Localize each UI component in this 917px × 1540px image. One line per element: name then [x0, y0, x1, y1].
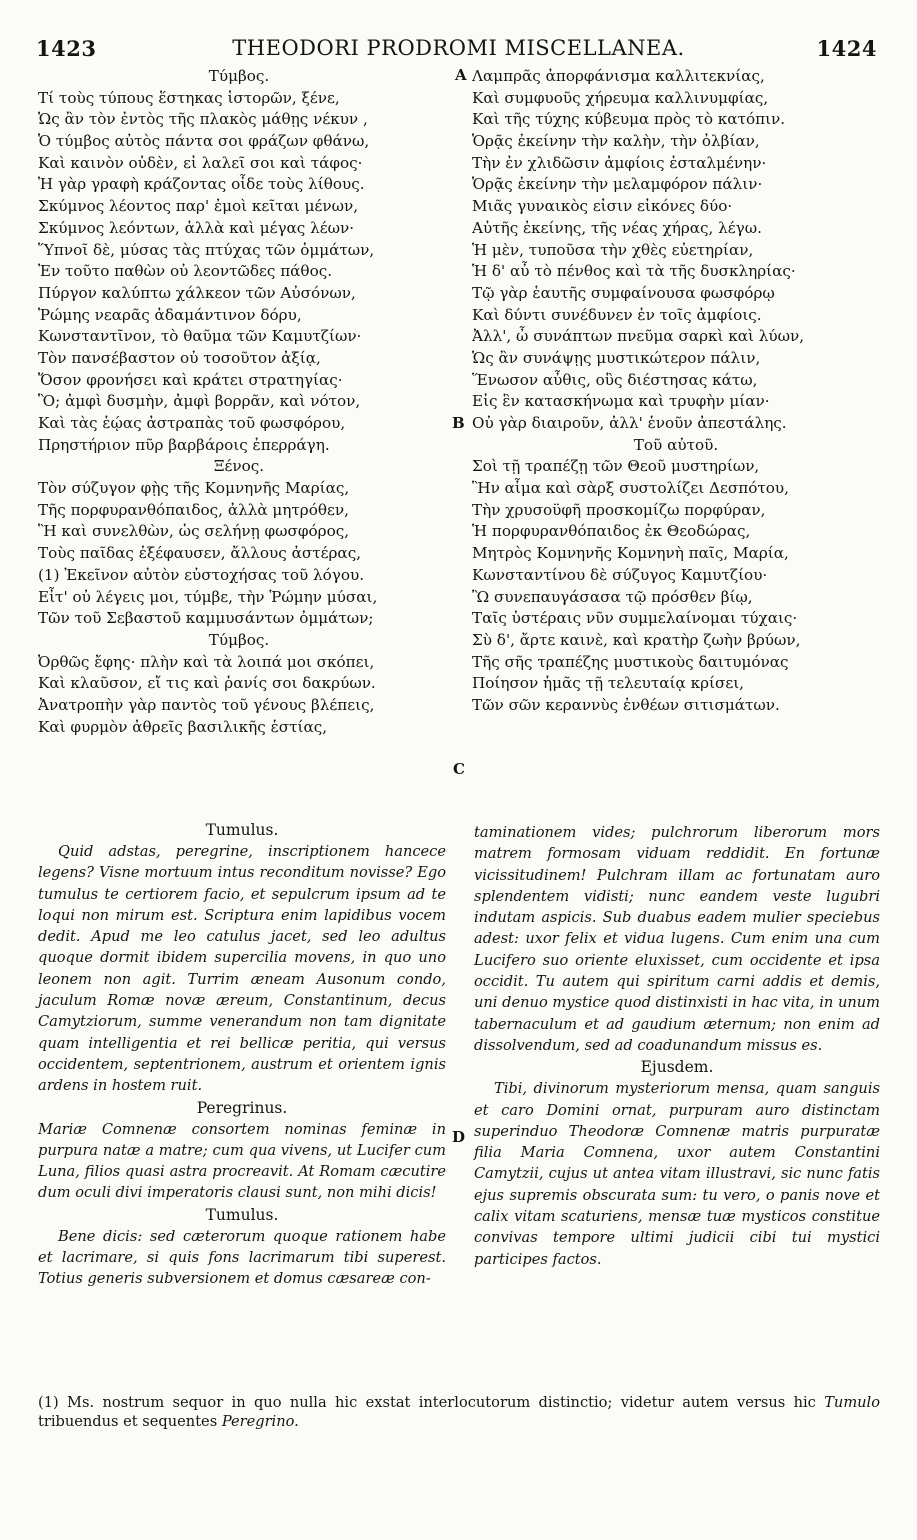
speaker-label: Τύμβος.	[208, 630, 270, 649]
verse-line: Ἡ μὲν, τυποῦσα τὴν χθὲς εὐετηρίαν,	[472, 240, 754, 259]
verse-line: Τῆς σῆς τραπέζης μυστικοὺς δαιτυμόνας	[472, 652, 789, 671]
verse-line: Σκύμνος λεόντων, ἀλλὰ καὶ μέγας λέων·	[38, 218, 355, 237]
margin-marker-b: B	[452, 414, 465, 432]
verse-line: Πρηστήριον πῦρ βαρβάροις ἐπερράγη.	[38, 435, 330, 454]
verse-line: Σοὶ τῇ τραπέζῃ τῶν Θεοῦ μυστηρίων,	[472, 457, 760, 476]
footnote-text-d: Peregrino.	[221, 1413, 299, 1430]
verse-line: Καὶ καινὸν οὐδὲν, εἰ λαλεῖ σοι καὶ τάφος·	[38, 153, 363, 172]
translation-paragraph: taminationem vides; pulchrorum liberorum mors matrem formosam viduam reddidit. En fortunæ vicissitudinem! Pulchram illam ac fortunatam auro splendentem vidisti; nunc eandem veste lugubri indutam aspicis. Sub duabus eadem mulier speciebus adest: uxor felix et vidua lugens. Cum enim una cum Lucifero suo oriente eluxisset, cum occidente et ipsa occidit. Tu autem qui spiritum carni addis et demis, uni denuo mystice quod distinxisti in hac vita, in unum tabernaculum et ad gaudium æternum; non enim ad dissolvendum, sed ad coadunandum missus es.	[474, 824, 880, 1054]
verse-line: Εἰς ἓν κατασκήνωμα καὶ τρυφὴν μίαν·	[472, 392, 770, 411]
verse-line: Ποίησον ἡμᾶς τῇ τελευταίᾳ κρίσει,	[472, 674, 744, 693]
verse-line: Κωνσταντῖνον, τὸ θαῦμα τῶν Καμυτζίων·	[38, 327, 362, 346]
verse-line: Ἕνωσον αὖθις, οὓς διέστησας κάτω,	[472, 370, 758, 389]
verse-line: Καὶ τὰς ἑῴας ἀστραπὰς τοῦ φωσφόρου,	[38, 414, 346, 432]
greek-text-right-column	[472, 66, 880, 717]
verse-line: Κωνσταντίνου δὲ σύζυγος Καμυτζίου·	[472, 565, 768, 584]
speaker-label: Ejusdem.	[640, 1058, 714, 1077]
verse-line: Λαμπρᾶς ἀπορφάνισμα καλλιτεκνίας,	[472, 67, 765, 85]
latin-translation-left-column	[38, 819, 446, 1290]
speaker-label: Ξένος.	[213, 457, 265, 476]
verse-line: Τοὺς παῖδας ἐξέφαυσεν, ἄλλους ἀστέρας,	[38, 544, 362, 563]
translation-paragraph: Tibi, divinorum mysteriorum mensa, quam sanguis et caro Domini ornat, purpuram auro distinctam superinduo Theodoræ Comnenæ matris purpuratæ filia Maria Comnena, uxor autem Constantini Camytzii, cujus ut antea vitam illustravi, sic nunc fatis ejus supremis obscurata sum: tu vero, o panis nove et calix vitam scaturiens, mensæ tuæ mysticos constitue convivas tempore ultimi judicii cibi tui mystici participes factos.	[474, 1080, 880, 1268]
verse-line: Ἡ δ' αὖ τὸ πένθος καὶ τὰ τῆς δυσκληρίας·	[472, 262, 796, 281]
verse-line: Ὁρᾷς ἐκείνην τὴν καλὴν, τὴν ὀλβίαν,	[472, 132, 760, 151]
margin-marker-c: C	[453, 760, 465, 778]
verse-line: Τῷ γὰρ ἑαυτῆς συμφαίνουσα φωσφόρῳ	[472, 283, 775, 302]
verse-line: Ἀνατροπὴν γὰρ παντὸς τοῦ γένους βλέπεις,	[38, 695, 375, 714]
greek-text-left-column	[38, 66, 440, 738]
verse-line: Ὕπνοῖ δὲ, μύσας τὰς πτύχας τῶν ὀμμάτων,	[38, 240, 375, 259]
margin-marker-d: D	[452, 1128, 466, 1146]
speaker-label: Τοῦ αὐτοῦ.	[633, 435, 719, 454]
verse-line: Μητρὸς Κομνηνῆς Κομνηνὴ παῖς, Μαρία,	[472, 544, 789, 563]
verse-line: Ὁρᾷς ἐκείνην τὴν μελαμφόρον πάλιν·	[472, 175, 763, 194]
translation-paragraph: Bene dicis: sed cæterorum quoque rationem habe et lacrimare, si quis fons lacrimarum tibi superest. Totius generis subversionem et domus cæsareæ con-	[38, 1227, 446, 1288]
verse-line: Ὅσον φρονήσει καὶ κράτει στρατηγίας·	[38, 370, 343, 389]
verse-line: Ὃ; ἀμφὶ δυσμὴν, ἀμφὶ βορρᾶν, καὶ νότον,	[38, 392, 361, 411]
speaker-label: Peregrinus.	[196, 1098, 288, 1117]
speaker-label: Tumulus.	[205, 821, 279, 839]
verse-line: Τὸν πανσέβαστον οὐ τοσοῦτον ἀξίᾳ,	[38, 348, 321, 367]
verse-line: Ὀρθῶς ἔφης· πλὴν καὶ τὰ λοιπά μοι σκόπει,	[38, 652, 375, 671]
verse-line: Τὸν σύζυγον φῂς τῆς Κομνηνῆς Μαρίας,	[38, 479, 350, 498]
verse-line: Εἶτ' οὐ λέγεις μοι, τύμβε, τὴν Ῥώμην μύσαι,	[38, 587, 378, 606]
verse-line: Ὡς ἂν τὸν ἐντὸς τῆς πλακὸς μάθῃς νέκυν ,	[38, 110, 368, 129]
footnote	[38, 1393, 880, 1431]
translation-paragraph: Quid adstas, peregrine, inscriptionem hancece legens? Visne mortuum intus reconditum novisse? Ego tumulus te certiorem facio, et sepulcrum ipsum ad te loqui non mirum est. Scriptura enim lapidibus vocem dedit. Apud me leo catulus jacet, sed leo adultus quoque dormit ibidem supercilia movens, in quo uno leonem non agit. Turrim æneam Ausonum condo, jaculum Romæ novæ æreum, Constantinum, decus Camytziorum, summe venerandum non tam dignitate quam intelligentia et rei bellicæ peritia, qui versus occidentem, septentrionem, austrum et orientem ignis ardens in hostem ruit.	[38, 843, 446, 1095]
footnote-text-c: tribuendus et sequentes	[38, 1413, 218, 1430]
speaker-label: Τύμβος.	[208, 67, 270, 85]
verse-line: Μιᾶς γυναικὸς εἰσιν εἰκόνες δύο·	[472, 197, 733, 216]
verse-line: Καὶ κλαῦσον, εἴ τις καὶ ῥανίς σοι δακρύων.	[38, 674, 376, 693]
verse-line: Οὐ γὰρ διαιροῦν, ἀλλ' ἑνοῦν ἀπεστάλης.	[472, 414, 787, 432]
margin-marker-a: A	[455, 66, 467, 84]
verse-line: (1) Ἐκεῖνον αὐτὸν εὐστοχήσας τοῦ λόγου.	[38, 565, 365, 584]
verse-line: Τῆς πορφυρανθόπαιδος, ἀλλὰ μητρόθεν,	[38, 500, 349, 519]
speaker-label: Tumulus.	[205, 1205, 279, 1224]
left-page-number: 1423	[36, 36, 97, 61]
verse-line: Τὴν χρυσοϋφῆ προσκομίζω πορφύραν,	[472, 500, 766, 519]
verse-line: Πύργον καλύπτω χάλκεον τῶν Αὐσόνων,	[38, 283, 356, 302]
latin-translation-right-column	[474, 822, 880, 1270]
verse-line: Αὐτῆς ἐκείνης, τῆς νέας χήρας, λέγω.	[472, 218, 762, 237]
verse-line: Ὡς ἂν συνάψῃς μυστικώτερον πάλιν,	[472, 348, 761, 367]
verse-line: Καὶ φυρμὸν ἀθρεῖς βασιλικῆς ἑστίας,	[38, 717, 328, 736]
verse-line: Ἣ καὶ συνελθὼν, ὡς σελήνῃ φωσφόρος,	[38, 522, 350, 541]
verse-line: Τῶν σῶν κεραννὺς ἐνθέων σιτισμάτων.	[472, 695, 780, 714]
verse-line: Ὢ συνεπαυγάσασα τῷ πρόσθεν βίῳ,	[472, 587, 753, 606]
running-title: THEODORI PRODROMI MISCELLANEA.	[232, 36, 685, 60]
verse-line: Καὶ δύντι συνέδυνεν ἐν τοῖς ἀμφίοις.	[472, 305, 762, 324]
verse-line: Ταῖς ὑστέραις νῦν συμμελαίνομαι τύχαις·	[472, 609, 798, 628]
verse-line: Ῥώμης νεαρᾶς ἀδαμάντινον δόρυ,	[38, 305, 302, 324]
footnote-text-a: (1) Ms. nostrum sequor in quo nulla hic exstat interlocutorum distinctio; videtur autem versus hic	[38, 1394, 816, 1411]
verse-line: Τί τοὺς τύπους ἕστηκας ἱστορῶν, ξένε,	[38, 88, 340, 107]
verse-line: Ἐν τοῦτο παθὼν οὐ λεοντῶδες πάθος.	[38, 262, 333, 281]
verse-line: Ἣν αἷμα καὶ σὰρξ συστολίζει Δεσπότου,	[472, 479, 789, 498]
verse-line: Ἀλλ', ὦ συνάπτων πνεῦμα σαρκὶ καὶ λύων,	[472, 327, 805, 346]
verse-line: Ἡ πορφυρανθόπαιδος ἐκ Θεοδώρας,	[472, 522, 751, 541]
verse-line: Ὁ τύμβος αὐτὸς πάντα σοι φράζων φθάνω,	[38, 132, 370, 151]
verse-line: Σκύμνος λέοντος παρ' ἐμοὶ κεῖται μένων,	[38, 197, 359, 216]
right-page-number: 1424	[816, 36, 877, 61]
translation-paragraph: Mariæ Comnenæ consortem nominas feminæ in purpura natæ a matre; cum qua vivens, ut Lucifer cum Luna, filios quasi astra procreavit. At Romam cæcutire dum oculi divi imperatoris clausi sunt, non mihi dicis!	[38, 1120, 446, 1202]
verse-line: Σὺ δ', ἄρτε καινὲ, καὶ κρατὴρ ζωὴν βρύων,	[472, 630, 801, 649]
verse-line: Τῶν τοῦ Σεβαστοῦ καμμυσάντων ὀμμάτων;	[38, 609, 374, 628]
verse-line: Τὴν ἐν χλιδῶσιν ἀμφίοις ἐσταλμένην·	[472, 153, 767, 172]
verse-line: Καὶ τῆς τύχης κύβευμα πρὸς τὸ κατόπιν.	[472, 110, 786, 129]
verse-line: Καὶ συμφυοῦς χήρευμα καλλινυμφίας,	[472, 88, 769, 107]
verse-line: Ἡ γὰρ γραφὴ κράζοντας οἶδε τοὺς λίθους.	[38, 175, 365, 194]
footnote-text-b: Tumulo	[824, 1394, 881, 1411]
